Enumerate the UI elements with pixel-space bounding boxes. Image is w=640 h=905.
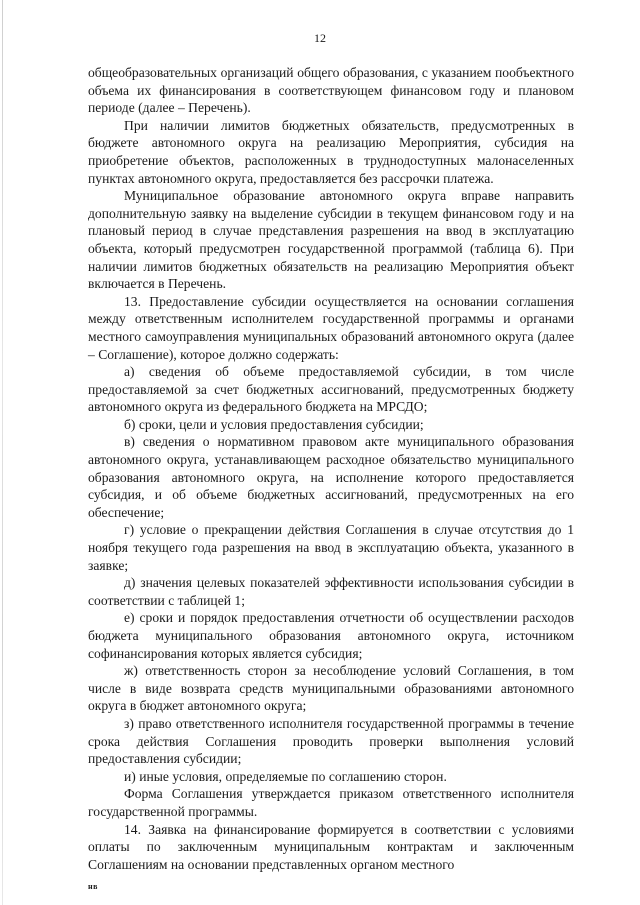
list-item-zh: ж) ответственность сторон за несоблюдение условий Соглашения, в том числе в виде возврата средств муниципальными образованиями автономного округа в бюджет автономного округа; bbox=[88, 663, 574, 714]
page-number: 12 bbox=[314, 31, 326, 45]
clause-13-paragraph: 13. Предоставление субсидии осуществляется на основании соглашения между ответственным исполнителем государственной программы и органами местного самоуправления муниципальных образований автономного округа (далее – Соглашение), которое должно содержать: bbox=[88, 293, 574, 362]
paragraph: Муниципальное образование автономного округа вправе направить дополнительную заявку на выделение субсидии в текущем финансовом году и на плановый период в случае представления разрешения на ввод в эксплуатацию объекта, который предусмотрен государственной программой (таблица 6). При наличии лимитов бюджетных обязательств на реализацию Мероприятия объект включается в Перечень. bbox=[88, 188, 574, 292]
paragraph: общеобразовательных организаций общего образования, с указанием пообъектного объема их финансирования в соответствующем финансовом году и плановом периоде (далее – Перечень). bbox=[88, 65, 574, 116]
list-item-b: б) сроки, цели и условия предоставления субсидии; bbox=[124, 416, 424, 432]
list-item-e: е) сроки и порядок предоставления отчетности об осуществлении расходов бюджета муниципального образования автономного округа, источником софинансирования которых является субсидия; bbox=[88, 610, 574, 661]
list-item-d: д) значения целевых показателей эффективности использования субсидии в соответствии с таблицей 1; bbox=[88, 575, 574, 608]
paragraph: При наличии лимитов бюджетных обязательств, предусмотренных в бюджете автономного округа на реализацию Мероприятия, субсидия на приобретение объектов, расположенных в труднодоступных малонаселенных пунктах автономного округа, предоставляется без рассрочки платежа. bbox=[88, 117, 574, 186]
list-item-i: и) иные условия, определяемые по соглашению сторон. bbox=[124, 768, 447, 784]
scan-edge-line bbox=[2, 0, 3, 905]
list-item-g: г) условие о прекращении действия Соглашения в случае отсутствия до 1 ноября текущего года разрешения на ввод в эксплуатацию объекта, указанного в заявке; bbox=[88, 522, 574, 573]
paragraph: Форма Соглашения утверждается приказом ответственного исполнителя государственной программы. bbox=[88, 786, 574, 819]
list-item-z: з) право ответственного исполнителя государственной программы в течение срока действия Соглашения проводить проверки выполнения условий предоставления субсидии; bbox=[88, 715, 574, 767]
list-item-v: в) сведения о нормативном правовом акте муниципального образования автономного округа, устанавливающем расходное обязательство муниципального образования автономного округа, на исполнение которого предоставляется субсидия, и об объеме бюджетных ассигнований, предусмотренных на его обеспечение; bbox=[88, 434, 574, 520]
clause-14-paragraph: 14. Заявка на финансирование формируется в соответствии с условиями оплаты по заключенным муниципальным контрактам и заключенным Соглашениям на основании представленных органом местного bbox=[88, 821, 574, 872]
document-body bbox=[88, 64, 574, 873]
footer-initials: нв bbox=[88, 882, 98, 891]
list-item-a: а) сведения об объеме предоставляемой субсидии, в том числе предоставляемой за счет бюджетных ассигнований, предусмотренных бюджету автономного округа из федерального бюджета на МРСДО; bbox=[88, 364, 574, 415]
